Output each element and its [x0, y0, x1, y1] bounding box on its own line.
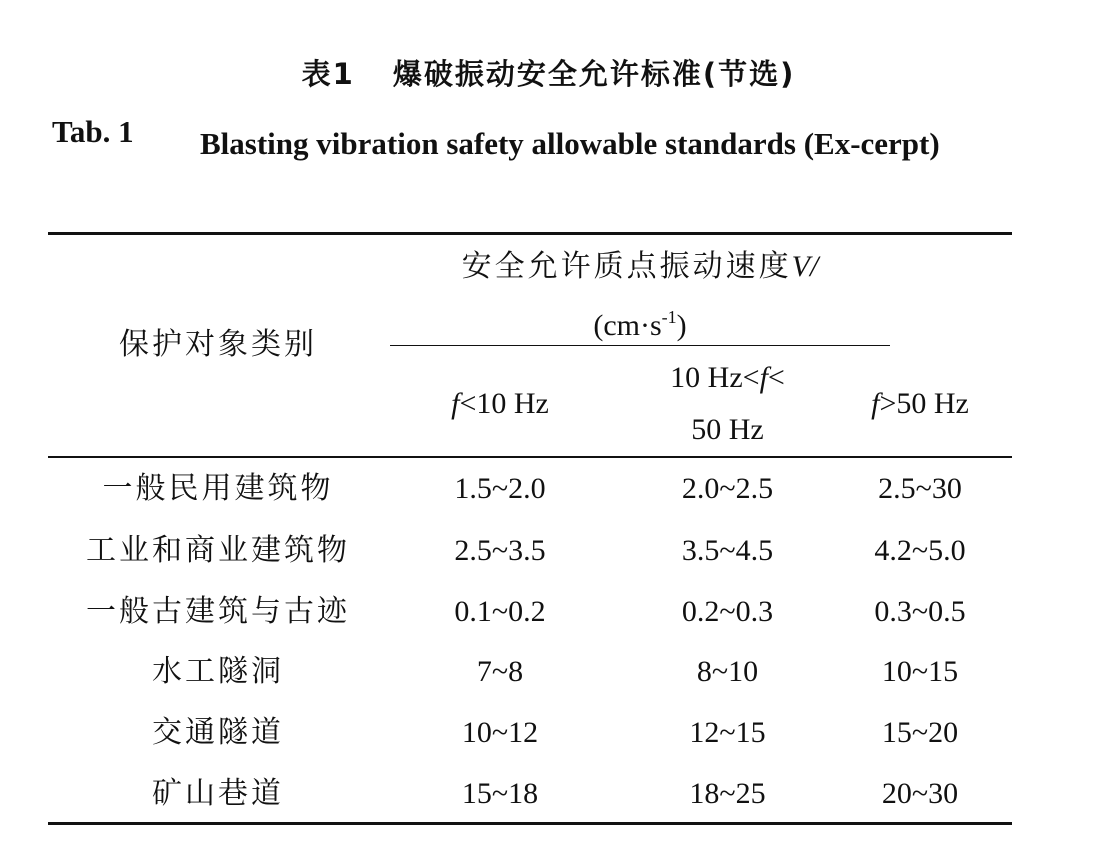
table-number-cn: 表1: [301, 57, 355, 91]
table-caption-cn: [0, 52, 1097, 93]
velocity-unit-close: ): [676, 309, 687, 342]
column-header-low: [390, 378, 610, 430]
row-value-high: 20~30: [881, 777, 959, 810]
row-value-low: 10~12: [461, 716, 539, 749]
row-value-mid: 18~25: [689, 777, 766, 810]
table-number-en: Tab. 1: [52, 114, 134, 149]
freq-range-mid-pre: 10 Hz<: [670, 361, 760, 394]
row-value-mid: 8~10: [696, 655, 759, 688]
row-value-mid: 3.5~4.5: [681, 534, 774, 567]
velocity-unit: [390, 292, 890, 351]
row-category: 交通隧道: [152, 715, 284, 750]
row-category: 工业和商业建筑物: [86, 533, 350, 568]
row-value-low: 2.5~3.5: [454, 534, 546, 567]
row-value-low: 1.5~2.0: [454, 472, 546, 505]
row-value-mid: 2.0~2.5: [681, 472, 774, 505]
row-category: 一般古建筑与古迹: [86, 594, 350, 629]
column-header-high: [830, 378, 1010, 430]
row-value-high: 2.5~30: [878, 472, 962, 505]
row-category: 水工隧洞: [152, 654, 284, 689]
freq-var: f: [451, 387, 460, 420]
row-value-high: 4.2~5.0: [874, 534, 966, 567]
freq-range-high: >50 Hz: [879, 387, 969, 420]
table-title-cn: 爆破振动安全允许标准(节选): [392, 57, 796, 91]
freq-range-mid-post: <: [767, 361, 785, 394]
velocity-symbol: V/: [791, 250, 819, 283]
freq-range-mid-line2: 50 Hz: [691, 413, 764, 446]
velocity-unit-base: (cm·s: [593, 309, 662, 342]
velocity-group-header: [390, 242, 890, 351]
freq-range-low: <10 Hz: [459, 387, 549, 420]
freq-var: f: [759, 361, 768, 394]
row-value-high: 15~20: [881, 716, 959, 749]
row-value-low: 15~18: [461, 777, 539, 810]
column-header-mid: [610, 352, 845, 456]
row-value-mid: 12~15: [689, 716, 766, 749]
row-header-label: 保护对象类别: [119, 327, 317, 362]
velocity-group-title: 安全允许质点振动速度: [461, 249, 792, 284]
row-category: 矿山巷道: [152, 776, 284, 811]
table-header-rule: [48, 456, 1012, 458]
row-value-high: 10~15: [881, 655, 959, 688]
velocity-unit-exponent: -1: [661, 307, 677, 327]
row-value-mid: 0.2~0.3: [681, 595, 774, 628]
row-value-low: 7~8: [476, 655, 524, 688]
freq-var: f: [871, 387, 880, 420]
table-title-en: Blasting vibration safety allowable standards (Ex-cerpt): [200, 126, 940, 161]
row-value-high: 0.3~0.5: [874, 595, 966, 628]
table-top-rule: [48, 232, 1012, 235]
table-bottom-rule: [48, 822, 1012, 825]
row-category: 一般民用建筑物: [102, 471, 334, 506]
row-value-low: 0.1~0.2: [454, 595, 546, 628]
